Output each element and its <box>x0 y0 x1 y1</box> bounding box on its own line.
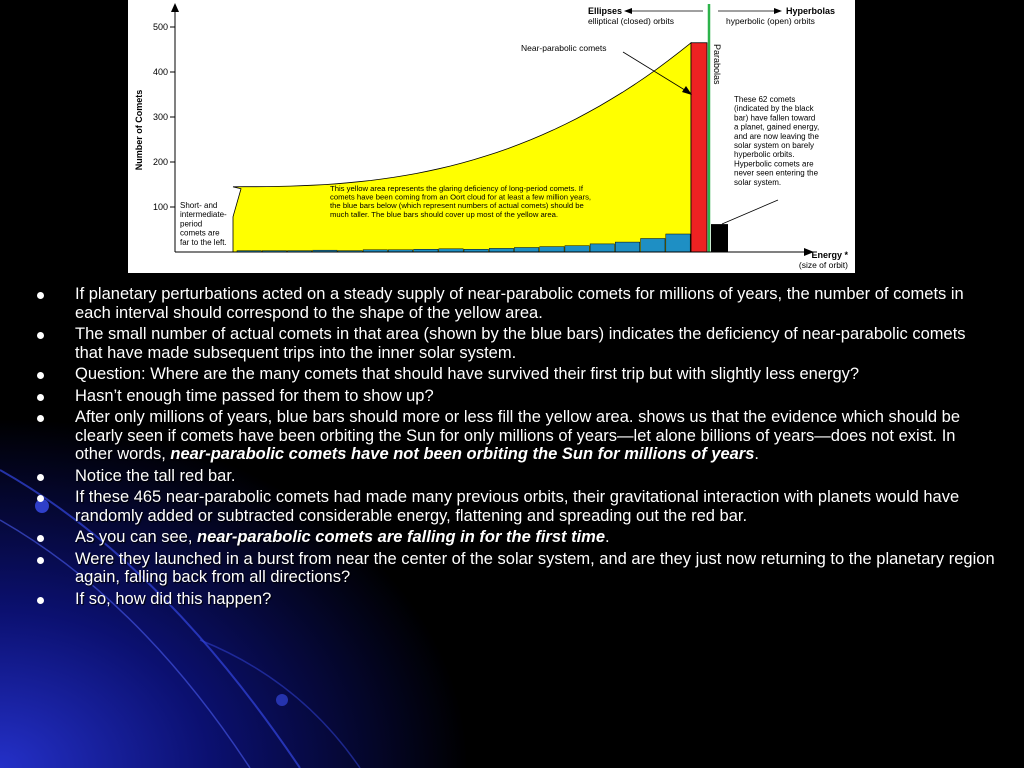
bullet-dot-icon <box>37 394 44 401</box>
bullet-emphasis: near-parabolic comets are falling in for the first time <box>197 528 606 546</box>
note-line: much taller. The blue bars should cover up most of the yellow area. <box>330 209 559 219</box>
bullet-emphasis: near-parabolic comets have not been orbiting the Sun for millions of years <box>170 445 755 463</box>
y-tick-label: 200 <box>152 157 168 167</box>
note-line: Hyperbolic comets are <box>734 159 814 169</box>
bullet-item <box>37 365 997 384</box>
bullet-item <box>37 550 997 587</box>
note-line: This yellow area represents the glaring deficiency of long-period comets. If <box>330 184 583 193</box>
bullet-text: The small number of actual comets in that area (shown by the blue bars) indicates the deficiency of near-parabolic comets that have made subsequent trips into the inner solar system. <box>75 325 966 362</box>
bullet-dot-icon <box>37 332 44 339</box>
note-line: solar system. <box>734 177 782 187</box>
bullet-text: If so, how did this happen? <box>75 589 272 608</box>
ellipses-label: Ellipses <box>588 6 623 16</box>
comet-energy-chart <box>128 0 855 273</box>
hyperbolas-sublabel: hyperbolic (open) orbits <box>726 16 815 26</box>
bullet-dot-icon <box>37 372 44 379</box>
bullet-text: Notice the tall red bar. <box>75 466 236 485</box>
x-axis-note: (size of orbit) <box>798 260 848 270</box>
note-line: Short- and <box>180 201 218 210</box>
y-tick-label: 300 <box>152 112 168 122</box>
note-line: comets have been coming from an Oort cloud for at least a few million years, <box>330 192 592 202</box>
blue-bar <box>540 247 564 252</box>
blue-bar <box>590 244 614 252</box>
y-axis-label: Number of Comets <box>134 89 144 171</box>
bullet-dot-icon <box>37 535 44 542</box>
bullet-text: If these 465 near-parabolic comets had made many previous orbits, their gravitational interaction with planets would have randomly added or subtracted considerable energy, flattening and spreading out the red bar. <box>75 488 960 525</box>
bullet-text: After only millions of years, blue bars should more or less fill the yellow area. shows us that the evidence which should be clearly seen if comets have been orbiting the Sun for only millions of years—let alone billions of years—does not exist. In other words, <box>75 408 961 463</box>
bullet-item <box>37 590 997 609</box>
bullet-dot-icon <box>37 415 44 422</box>
bullet-item <box>37 408 997 464</box>
comet-energy-figure <box>128 0 855 273</box>
yellow-area-note <box>330 184 591 219</box>
blue-bar <box>439 249 463 252</box>
note-line: period <box>180 219 203 229</box>
note-line: These 62 comets <box>734 95 796 104</box>
y-axis-arrow <box>171 3 179 12</box>
blue-bar <box>641 239 665 253</box>
bg-glow-dot-2 <box>276 694 288 706</box>
hyperbolic-note <box>734 95 820 187</box>
blue-bar <box>514 248 538 253</box>
ellipses-arrow-head <box>624 8 632 14</box>
bullet-trailing: . <box>754 445 759 463</box>
black-bar-hyperbolic <box>711 224 728 252</box>
bullet-item <box>37 285 997 322</box>
note-line: comets are <box>180 228 220 238</box>
short-period-note <box>180 201 227 247</box>
bullet-dot-icon <box>37 557 44 564</box>
note-line: and are now leaving the <box>734 131 819 141</box>
note-line: bar) have fallen toward <box>734 113 816 123</box>
bullet-text: Hasn’t enough time passed for them to show up? <box>75 386 434 405</box>
y-tick-label: 100 <box>152 202 168 212</box>
note-line: the blue bars below (which represent numbers of actual comets) should be <box>330 201 584 211</box>
bullet-dot-icon <box>37 495 44 502</box>
bullet-item <box>37 488 997 525</box>
ellipses-sublabel: elliptical (closed) orbits <box>588 16 674 26</box>
bullet-item <box>37 325 997 362</box>
blue-bar <box>666 234 690 252</box>
note-line: (indicated by the black <box>734 104 814 114</box>
red-bar-near-parabolic <box>691 43 707 252</box>
y-tick-label: 500 <box>152 22 168 32</box>
bullet-item <box>37 528 997 547</box>
bullet-dot-icon <box>37 474 44 481</box>
blue-bar <box>489 248 513 252</box>
hyperbolas-arrow-head <box>774 8 782 14</box>
blue-bar <box>565 246 589 252</box>
parabolas-label: Parabolas <box>712 44 722 85</box>
bullet-list <box>37 285 997 611</box>
bullet-item <box>37 467 997 486</box>
note-line: never seen entering the <box>734 168 819 178</box>
hyperbolas-label: Hyperbolas <box>786 6 836 16</box>
bullet-text: Were they launched in a burst from near the center of the solar system, and are they just now returning to the planetary region again, falling back from all directions? <box>75 549 995 586</box>
bullet-trailing: . <box>605 528 610 546</box>
bullet-text: If planetary perturbations acted on a steady supply of near-parabolic comets for millions of years, the number of comets in each interval should correspond to the shape of the yellow area. <box>75 285 964 322</box>
hyperbolic-pointer <box>722 200 778 224</box>
note-line: solar system on barely <box>734 141 815 150</box>
bullet-dot-icon <box>37 292 44 299</box>
y-tick-label: 400 <box>152 67 168 77</box>
bullet-dot-icon <box>37 597 44 604</box>
note-line: hyperbolic orbits. <box>734 150 795 160</box>
note-line: far to the left. <box>180 237 227 247</box>
note-line: intermediate- <box>180 210 227 220</box>
bullet-text: As you can see, <box>75 528 197 546</box>
near-parabolic-label: Near-parabolic comets <box>521 43 607 53</box>
x-axis-label: Energy * <box>811 250 848 260</box>
yellow-deficiency-area <box>233 43 691 252</box>
blue-bar <box>615 242 639 252</box>
bullet-item <box>37 387 997 406</box>
bullet-text: Question: Where are the many comets that should have survived their first trip but with slightly less energy? <box>75 365 860 383</box>
note-line: a planet, gained energy, <box>734 122 820 132</box>
y-ticks-group <box>153 22 175 212</box>
